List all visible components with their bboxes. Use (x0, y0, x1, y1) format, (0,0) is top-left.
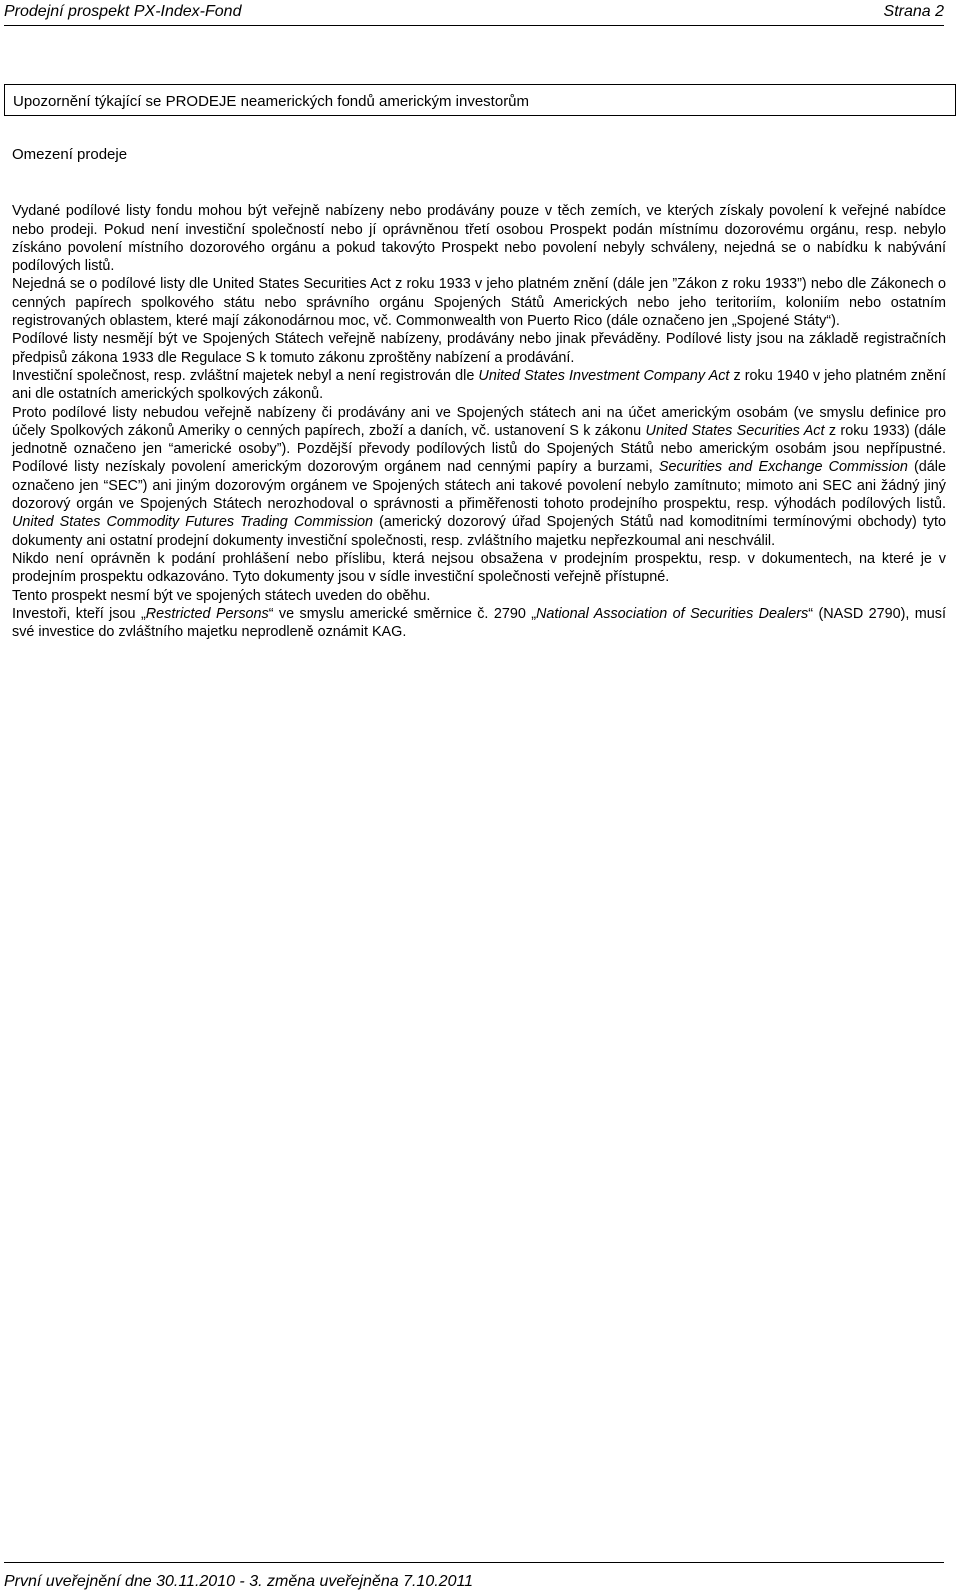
paragraph-4: Investiční společnost, resp. zvláštní majetek nebyl a není registrován dle United States Investment Company Act z roku 1940 v jeho platném znění ani dle ostatních amerických spolkových zákonů. (12, 367, 946, 403)
paragraph-6: Nikdo není oprávněn k podání prohlášení nebo příslibu, která nejsou obsažena v prodejním prospektu, resp. v dokumentech, na které je v prodejním prospektu odkazováno. Tyto dokumenty jsou v sídle investiční společnosti veřejně přístupné. (12, 550, 946, 586)
paragraph-3: Podílové listy nesmějí být ve Spojených Státech veřejně nabízeny, prodávány nebo jinak převáděny. Podílové listy jsou na základě registračních předpisů zákona 1933 dle Regulace S k tomuto zákonu zproštěny nabízení a prodávání. (12, 331, 946, 366)
page-footer (4, 1562, 944, 1594)
document-title: Prodejní prospekt PX-Index-Fond (4, 3, 242, 20)
page-number: Strana 2 (883, 3, 944, 20)
paragraph-5: Proto podílové listy nebudou veřejně nabízeny či prodávány ani ve Spojených státech ani na účet americkým osobám (ve smyslu definice pro účely Spolkových zákonů Ameriky o cenných papírech, zboží a daních, vč. ustanovení S k zákonu United States Securities Act z roku 1933) (dále jednotně označeno jen “americké osoby”). Pozdější převody podílových listů do Spojených Států nebo americkým osobám jsou nepřípustné. Podílové listy nezískaly povolení americkým dozorovým orgánem nad cennými papíry a burzami, Securities and Exchange Commission (dále označeno jen “SEC”) ani jiným dozorovým orgánem ve Spojených státech ani takové povolení nebylo zamítnuto; mimoto ani SEC ani žádný jiný dozorový orgán ve Spojených Státech nerozhodoval o správnosti a přiměřenosti tohoto prodejního prospektu, resp. výhodách podílových listů. United States Commodity Futures Trading Commission (americký dozorový úřad Spojených Států nad komoditními termínovými obchody) tyto dokumenty ani ostatní prodejní dokumenty investiční společnosti, resp. zvláštního majetku nepřezkoumal ani neschválil. (12, 404, 947, 549)
page-header (4, 0, 944, 26)
section-heading-box (4, 84, 956, 116)
subheading: Omezení prodeje (12, 146, 128, 163)
paragraph-7: Tento prospekt nesmí být ve spojených státech uveden do oběhu. (12, 587, 431, 604)
document-body (12, 146, 946, 641)
paragraph-1: Vydané podílové listy fondu mohou být veřejně nabízeny nebo prodávány pouze v těch zemích, ve kterých získaly povolení k veřejné nabídce nebo prodeji. Pokud není investiční společností nebo jí oprávněnou třetí osobou Prospekt podán místnímu dozorovému orgánu, resp. nebylo získáno povolení místního dozorového orgánu a pokud takovýto Prospekt nebo povolení nebyly schváleny, nejedná se o nabídku k nabývání podílových listů. (12, 203, 946, 275)
paragraph-2: Nejedná se o podílové listy dle United States Securities Act z roku 1933 v jeho platném znění (dále jen ”Zákon z roku 1933”) nebo dle Zákonech o cenných papírech spolkového státu nebo správního orgánu Spojených Států Amerických nebo jeho teritoriím, koloniím nebo ostatním registrovaných oblastem, které mají zákonodárnou moc, vč. Commonwealth von Puerto Rico (dále označeno jen „Spojené Státy“). (12, 276, 946, 330)
section-heading: Upozornění týkající se PRODEJE neamerických fondů americkým investorům (13, 93, 530, 110)
paragraph-8: Investoři, kteří jsou „Restricted Persons“ ve smyslu americké směrnice č. 2790 „National Association of Securities Dealers“ (NASD 2790), musí své investice do zvláštního majetku neprodleně oznámit KAG. (12, 605, 946, 641)
footer-text: První uveřejnění dne 30.11.2010 - 3. změna uveřejněna 7.10.2011 (4, 1573, 474, 1590)
